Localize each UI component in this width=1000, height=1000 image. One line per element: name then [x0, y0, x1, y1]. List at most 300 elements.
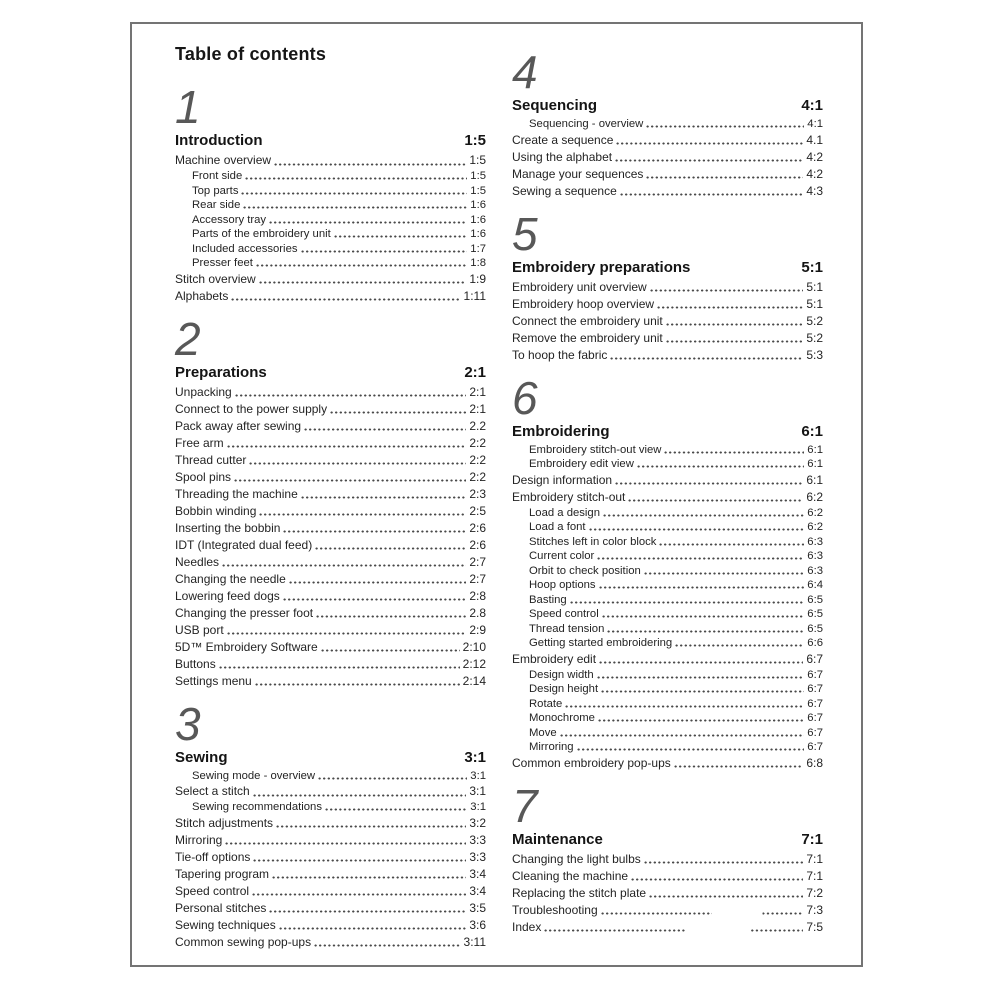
dot-leader — [321, 639, 460, 656]
toc-entry — [175, 169, 486, 184]
section-page-number: 7:1 — [801, 830, 823, 848]
entry-page-number: 6:7 — [807, 712, 823, 724]
entry-page-number: 1:9 — [469, 271, 486, 286]
entry-page-number: 2:8 — [469, 588, 486, 603]
dot-leader — [283, 588, 467, 605]
dot-leader — [222, 554, 466, 571]
entry-label: Threading the machine — [175, 486, 298, 501]
toc-entry — [512, 668, 823, 683]
section-title: Sequencing — [512, 97, 598, 114]
toc-entry — [175, 673, 486, 690]
entry-label: Speed control — [529, 608, 599, 620]
dot-leader — [637, 457, 804, 472]
entry-label: Common sewing pop-ups — [175, 934, 312, 949]
entry-page-number: 1:5 — [470, 170, 486, 182]
toc-entry — [175, 656, 486, 673]
entry-label: Unpacking — [175, 384, 232, 399]
entry-label: Front side — [192, 170, 243, 182]
dot-leader — [631, 868, 803, 885]
toc-entry — [512, 885, 823, 902]
entry-label: Thread cutter — [175, 452, 247, 467]
toc-entry — [175, 605, 486, 622]
entry-label: Basting — [529, 593, 567, 606]
toc-entry — [175, 384, 486, 401]
dot-leader — [599, 578, 805, 593]
dot-leader — [252, 883, 466, 900]
entry-label: Common embroidery pop-ups — [512, 755, 671, 770]
entry-label: Select a stitch — [175, 784, 250, 798]
entry-label: Sewing recommendations — [192, 801, 322, 813]
entry-label: Embroidery edit view — [529, 458, 634, 470]
toc-entry — [512, 313, 823, 330]
dot-leader — [269, 213, 467, 228]
entry-label: To hoop the fabric — [512, 347, 608, 362]
entry-label: Presser feet — [192, 257, 253, 269]
dot-leader — [628, 489, 803, 506]
entry-label: Orbit to check position — [529, 564, 641, 577]
entry-page-number: 2:1 — [469, 384, 486, 399]
toc-entry — [175, 152, 486, 169]
section-title: Introduction — [175, 132, 263, 149]
dot-leader — [301, 486, 467, 503]
toc-entry — [512, 868, 823, 885]
toc-entry — [512, 330, 823, 347]
entry-page-number: 6:2 — [807, 506, 823, 519]
dot-leader — [274, 152, 466, 169]
toc-entry — [512, 578, 823, 593]
toc-section — [512, 371, 823, 772]
entry-page-number: 1:5 — [470, 184, 486, 197]
dot-leader — [255, 673, 460, 690]
entry-label: Accessory tray — [192, 213, 267, 226]
dot-leader — [235, 384, 467, 401]
entry-label: Connect the embroidery unit — [512, 313, 663, 328]
entry-page-number: 2:10 — [462, 639, 486, 654]
dot-leader — [225, 832, 466, 849]
entry-label: Load a font — [529, 521, 586, 533]
entry-page-number: 6:1 — [807, 443, 823, 456]
section-header — [512, 97, 823, 115]
entry-label: Sewing techniques — [175, 917, 276, 932]
dot-leader — [602, 607, 805, 622]
chapter-number: 6 — [512, 371, 538, 424]
toc-entry — [175, 900, 486, 917]
section-entries — [175, 152, 486, 305]
entry-page-number: 6:8 — [806, 755, 823, 770]
dot-leader — [664, 443, 804, 458]
toc-entry — [512, 755, 823, 772]
entry-label: Hoop options — [529, 579, 596, 591]
dot-leader — [253, 849, 466, 866]
entry-page-number: 7:1 — [806, 868, 823, 883]
entry-page-number: 4.1 — [806, 132, 823, 147]
dot-leader — [219, 656, 460, 673]
entry-page-number: 2:14 — [462, 673, 486, 688]
entry-page-number: 2.2 — [469, 418, 486, 433]
entry-label: Remove the embroidery unit — [512, 330, 663, 345]
entry-label: Tie-off options — [175, 849, 251, 864]
section-page-number: 3:1 — [464, 748, 486, 766]
toc-entry — [175, 639, 486, 656]
dot-leader — [601, 682, 804, 697]
entry-page-number: 6:5 — [807, 593, 823, 606]
entry-page-number: 2:2 — [469, 452, 486, 467]
entry-label: Embroidery stitch-out — [512, 489, 626, 504]
toc-entry — [512, 117, 823, 132]
entry-page-number: 3:4 — [469, 883, 486, 898]
entry-page-number: 5:2 — [806, 313, 823, 328]
toc-entry — [512, 535, 823, 550]
dot-leader — [650, 279, 804, 296]
entry-label: Create a sequence — [512, 132, 614, 147]
entry-page-number: 3:1 — [470, 801, 486, 813]
dot-leader — [256, 256, 467, 271]
entry-label: Tapering program — [175, 866, 270, 881]
dot-leader — [599, 651, 803, 668]
chapter-number: 4 — [512, 46, 538, 98]
dot-leader — [607, 622, 804, 637]
section-page-number: 2:1 — [464, 363, 486, 381]
entry-label: Move — [529, 726, 557, 739]
entry-label: Included accessories — [192, 242, 298, 255]
dot-leader — [289, 571, 467, 588]
dot-leader — [646, 166, 803, 183]
entry-page-number: 2:6 — [469, 537, 486, 552]
dot-leader — [659, 535, 804, 550]
section-entries — [512, 851, 823, 936]
entry-label: Sequencing - overview — [529, 118, 644, 130]
toc-section — [175, 312, 486, 690]
toc-entry — [512, 593, 823, 608]
section-page-number: 4:1 — [801, 97, 823, 114]
toc-entry — [175, 783, 486, 800]
toc-entry — [512, 740, 823, 755]
entry-page-number: 2:7 — [469, 571, 486, 586]
dot-leader — [597, 668, 805, 683]
entry-page-number: 2:2 — [469, 435, 486, 450]
entry-label: Needles — [175, 554, 220, 569]
entry-label: 5D™ Embroidery Software — [175, 639, 318, 654]
entry-label: Stitch adjustments — [175, 815, 274, 830]
entry-label: Connect to the power supply — [175, 401, 328, 416]
dot-leader — [570, 593, 805, 608]
toc-entry — [512, 636, 823, 651]
toc-entry — [175, 227, 486, 242]
entry-page-number: 2:9 — [469, 622, 486, 637]
entry-page-number: 6:1 — [806, 472, 823, 487]
toc-section — [512, 779, 823, 936]
dot-leader — [301, 242, 468, 257]
toc-entry — [175, 571, 486, 588]
toc-section — [512, 46, 823, 200]
entry-page-number: 1:5 — [469, 153, 486, 167]
toc-entry — [175, 588, 486, 605]
toc-entry — [512, 183, 823, 200]
dot-leader — [666, 313, 804, 330]
dot-leader — [577, 740, 805, 755]
toc-entry — [175, 622, 486, 639]
entry-label: Machine overview — [175, 153, 272, 167]
entry-label: Changing the light bulbs — [512, 851, 641, 866]
entry-page-number: 6:2 — [806, 489, 823, 504]
entry-page-number: 3:4 — [469, 866, 486, 881]
entry-page-number: 6:7 — [807, 741, 823, 753]
section-header — [512, 423, 823, 441]
entry-page-number: 5:2 — [806, 330, 823, 345]
dot-leader — [615, 472, 803, 489]
entry-page-number: 7:3 — [806, 902, 823, 917]
entry-page-number: 2:6 — [469, 520, 486, 535]
dot-leader — [544, 919, 803, 936]
dot-leader — [269, 900, 466, 917]
entry-label: Settings menu — [175, 673, 252, 688]
entry-label: Personal stitches — [175, 900, 267, 915]
entry-label: Speed control — [175, 883, 250, 898]
section-entries — [512, 117, 823, 200]
chapter-number: 7 — [512, 779, 538, 832]
dot-leader — [325, 800, 467, 815]
entry-label: Current color — [529, 550, 595, 562]
dot-leader — [245, 169, 467, 184]
toc-entry — [512, 651, 823, 668]
entry-label: Troubleshooting — [512, 902, 598, 917]
toc-entry — [175, 849, 486, 866]
entry-page-number: 2:2 — [469, 469, 486, 484]
entry-label: Design width — [529, 668, 594, 681]
entry-label: Free arm — [175, 435, 224, 450]
entry-label: Embroidery unit overview — [512, 279, 647, 294]
toc-entry — [175, 256, 486, 271]
dot-leader — [234, 469, 466, 486]
section-page-number: 6:1 — [801, 422, 823, 440]
toc-entry — [512, 711, 823, 726]
section-header — [175, 132, 486, 150]
dot-leader — [304, 418, 466, 435]
entry-label: Sewing mode - overview — [192, 769, 316, 782]
entry-label: Stitch overview — [175, 271, 256, 286]
toc-entry — [512, 489, 823, 506]
entry-page-number: 6:7 — [807, 697, 823, 710]
entry-page-number: 7:5 — [806, 919, 823, 934]
entry-page-number: 7:2 — [806, 885, 823, 900]
section-header — [175, 749, 486, 767]
entry-page-number: 2.8 — [469, 605, 486, 620]
dot-leader — [615, 149, 803, 166]
entry-label: Rear side — [192, 199, 241, 211]
entry-label: Mirroring — [529, 741, 574, 753]
toc-entry — [175, 769, 486, 784]
entry-page-number: 6:3 — [807, 535, 823, 548]
entry-page-number: 3:1 — [469, 784, 486, 798]
entry-page-number: 3:11 — [463, 934, 486, 949]
dot-leader — [314, 934, 460, 951]
dot-leader — [644, 564, 805, 579]
entry-page-number: 6:4 — [807, 579, 823, 591]
entry-label: Index — [512, 919, 542, 934]
entry-page-number: 6:1 — [807, 458, 823, 470]
entry-label: Using the alphabet — [512, 149, 613, 164]
toc-entry — [512, 149, 823, 166]
dot-leader — [657, 296, 803, 313]
toc-entry — [512, 726, 823, 741]
entry-page-number: 6:2 — [807, 521, 823, 533]
entry-label: Mirroring — [175, 832, 223, 847]
dot-leader — [253, 783, 467, 800]
section-header — [175, 364, 486, 382]
entry-page-number: 1:6 — [470, 213, 486, 226]
toc-entry — [512, 279, 823, 296]
toc-entry — [512, 919, 823, 936]
dot-leader — [227, 622, 467, 639]
entry-label: Bobbin winding — [175, 503, 257, 518]
entry-page-number: 6:7 — [807, 726, 823, 739]
dot-leader — [597, 549, 804, 564]
chapter-number: 2 — [175, 312, 201, 365]
toc-entry — [175, 866, 486, 883]
dot-leader — [243, 198, 467, 213]
entry-page-number: 3:1 — [470, 769, 486, 782]
entry-label: Stitches left in color block — [529, 535, 657, 548]
entry-page-number: 4:3 — [806, 183, 823, 198]
chapter-number: 5 — [512, 207, 538, 260]
section-page-number: 1:5 — [464, 132, 486, 149]
toc-entry — [175, 418, 486, 435]
dot-leader — [666, 330, 804, 347]
dot-leader — [334, 227, 468, 242]
entry-label: Changing the presser foot — [175, 605, 314, 620]
entry-page-number: 3:3 — [469, 849, 486, 864]
entry-label: Embroidery stitch-out view — [529, 443, 662, 456]
toc-entry — [175, 503, 486, 520]
toc-entry — [512, 506, 823, 521]
section-header — [512, 259, 823, 277]
entry-label: Rotate — [529, 697, 563, 710]
entry-page-number: 4:1 — [807, 118, 823, 130]
toc-section — [175, 697, 486, 951]
entry-label: Monochrome — [529, 712, 595, 724]
left-column — [175, 81, 486, 951]
toc-entry — [512, 132, 823, 149]
toc-entry — [512, 697, 823, 712]
entry-page-number: 6:3 — [807, 550, 823, 562]
entry-page-number: 5:1 — [806, 279, 823, 294]
page-title: Table of contents — [175, 44, 327, 64]
entry-page-number: 5:3 — [806, 347, 823, 362]
entry-page-number: 1:7 — [470, 242, 486, 255]
entry-label: Buttons — [175, 656, 216, 671]
dot-leader — [616, 132, 803, 149]
toc-entry — [512, 564, 823, 579]
section-entries — [175, 769, 486, 951]
toc-entry — [175, 184, 486, 199]
entry-label: Spool pins — [175, 469, 232, 484]
dot-leader — [649, 885, 803, 902]
entry-page-number: 3:6 — [469, 917, 486, 932]
dot-leader — [241, 184, 467, 199]
dot-leader — [318, 769, 467, 784]
toc-entry — [175, 883, 486, 900]
dot-leader — [259, 503, 466, 520]
entry-label: IDT (Integrated dual feed) — [175, 537, 313, 552]
entry-page-number: 1:11 — [463, 288, 486, 303]
entry-label: Manage your sequences — [512, 166, 644, 181]
dot-leader — [675, 636, 804, 651]
section-title: Sewing — [175, 748, 228, 766]
section-entries — [512, 443, 823, 772]
dot-leader — [674, 755, 804, 772]
chapter-number: 1 — [175, 81, 201, 133]
toc-entry — [512, 520, 823, 535]
entry-label: Getting started embroidering — [529, 637, 673, 649]
entry-label: Embroidery hoop overview — [512, 296, 655, 311]
entry-page-number: 1:8 — [470, 257, 486, 269]
toc-entry — [175, 452, 486, 469]
dot-leader — [565, 697, 804, 712]
entry-page-number: 1:6 — [470, 199, 486, 211]
toc-entry — [175, 934, 486, 951]
entry-page-number: 6:5 — [807, 622, 823, 635]
dot-leader — [276, 815, 466, 832]
toc-entry — [175, 815, 486, 832]
entry-label: Embroidery edit — [512, 651, 597, 666]
section-page-number: 5:1 — [801, 258, 823, 276]
entry-page-number: 6:6 — [807, 637, 823, 649]
dot-leader — [330, 401, 466, 418]
dot-leader — [598, 711, 804, 726]
toc-entry — [512, 607, 823, 622]
section-title: Preparations — [175, 363, 267, 381]
entry-label: Changing the needle — [175, 571, 286, 586]
entry-page-number: 2:12 — [462, 656, 486, 671]
toc-entry — [175, 486, 486, 503]
toc-entry — [512, 902, 823, 919]
toc-entry — [175, 198, 486, 213]
entry-label: USB port — [175, 622, 224, 637]
entry-label: Top parts — [192, 184, 239, 197]
section-entries — [512, 279, 823, 364]
toc-entry — [175, 917, 486, 934]
toc-entry — [512, 166, 823, 183]
entry-page-number: 4:2 — [806, 149, 823, 164]
toc-entry — [175, 832, 486, 849]
dot-leader — [227, 435, 467, 452]
dot-leader — [272, 866, 466, 883]
entry-label: Design information — [512, 472, 613, 487]
toc-entry — [175, 800, 486, 815]
toc-section — [175, 81, 486, 305]
entry-label: Load a design — [529, 506, 600, 519]
entry-page-number: 2:5 — [469, 503, 486, 518]
entry-page-number: 6:5 — [807, 608, 823, 620]
entry-page-number: 5:1 — [806, 296, 823, 311]
toc-entry — [512, 472, 823, 489]
toc-entry — [175, 520, 486, 537]
dot-leader — [610, 347, 803, 364]
entry-label: Pack away after sewing — [175, 418, 302, 433]
entry-page-number: 3:2 — [469, 815, 486, 830]
dot-leader — [316, 605, 466, 622]
toc-entry — [512, 443, 823, 458]
entry-label: Alphabets — [175, 288, 229, 303]
toc-entry — [512, 851, 823, 868]
dot-leader — [620, 183, 804, 200]
dot-leader — [646, 117, 804, 132]
entry-page-number: 6:7 — [806, 651, 823, 666]
toc-entry — [175, 537, 486, 554]
section-title: Maintenance — [512, 830, 603, 848]
entry-page-number: 7:1 — [806, 851, 823, 866]
entry-page-number: 6:7 — [807, 683, 823, 695]
